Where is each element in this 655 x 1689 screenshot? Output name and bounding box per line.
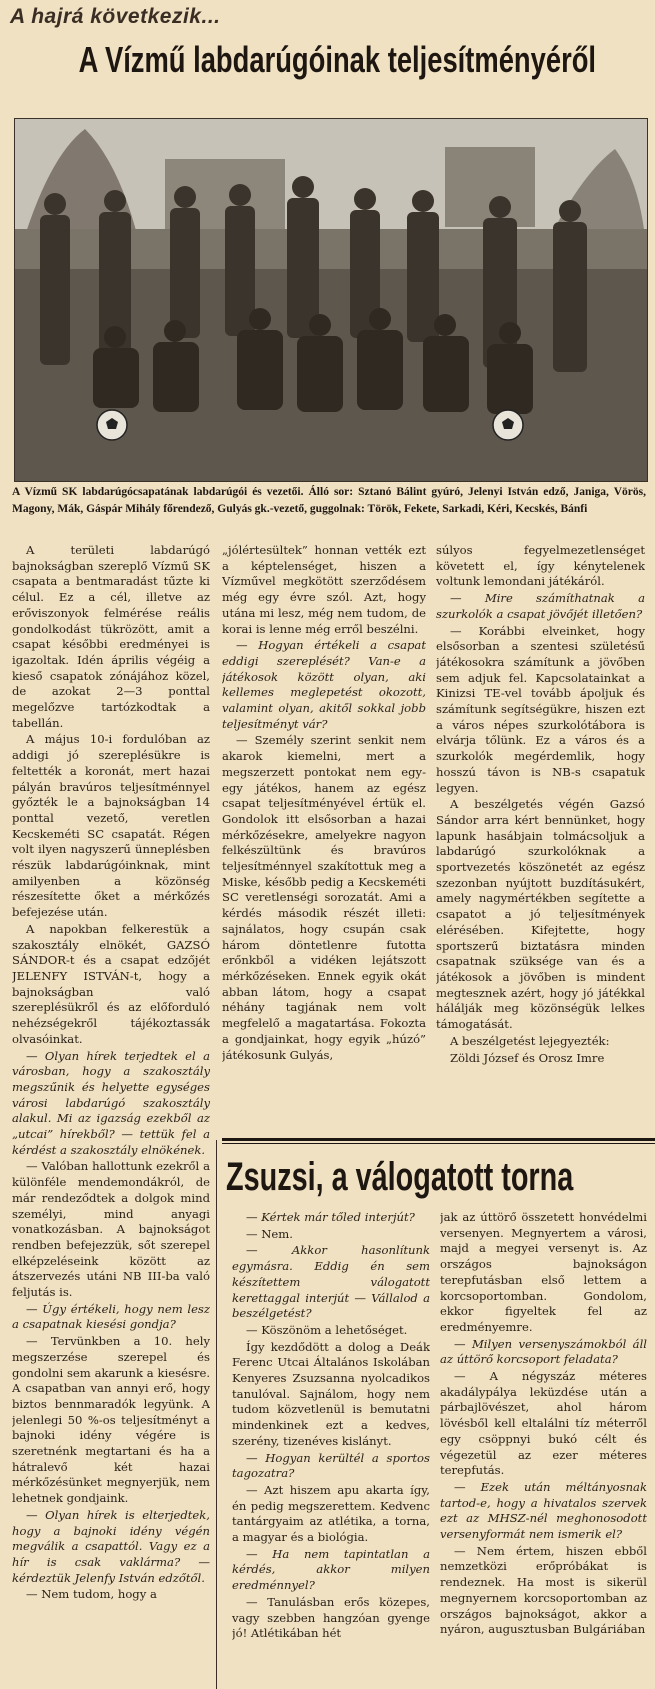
question: — Hogyan értékeli a csapat eddigi szereplését? Van-e a játékosok között olyan, aki kellemes meglepetést okozott, valamint olyan, akitől sokkal jobb teljesítményt vár? — [222, 638, 426, 731]
paragraph: súlyos fegyelmezetlenséget követett el, így kénytelenek voltunk lemondani játékáról. — [436, 543, 645, 589]
article1-column-2 — [222, 543, 426, 1133]
paragraph: A területi labdarúgó bajnokságban szereplő Vízmű SK csapata a bentmaradást tűzte ki célul. Ez a cél, illetve az erőviszonyok felmérése reális gondolkodást tükrözött, amit a csapat későbbi eredményei is igazoltak. Idén április végéig a kieső csapatok zónájához közel, de azokat 2—3 ponttal megelőzve tartózkodtak a tabellán. — [12, 543, 210, 730]
vertical-rule — [216, 1140, 217, 1689]
paragraph: „jólértesültek” honnan vették ezt a képtelenséget, hiszen a Vízművel megkötött szerződésem még egy évre szól. Azt, hogy utána mi lesz, még nem tudom, de korai is lenne még erről beszélni. — [222, 543, 426, 636]
paragraph: — Azt hiszem apu akarta így, én pedig megszerettem. Kedvenc tantárgyaim az atlétika, a torna, a magyar és a biológia. — [232, 1482, 430, 1545]
article2-column-2 — [440, 1210, 647, 1689]
team-photo-drawing — [15, 119, 647, 481]
question: — Akkor hasonlítunk egymásra. Eddig én sem készítettem válogatott kerettaggal interjút — Vállalod a beszélgetést? — [232, 1243, 430, 1321]
paragraph: — Korábbi elveinket, hogy elsősorban a szentesi születésű játékosokra számítunk a jövőben sem adjuk fel. Kapcsolatainkat a Kinizsi TE-vel tovább ápoljuk és számítunk segítségükre, hiszen ezt a város népes szurkolótábora is elvárja tőlünk. Ez a város és a szurkolók megérdemlik, hogy hosszú távon is NB-s csapatuk legyen. — [436, 623, 645, 795]
paragraph: — A négyszáz méteres akadálypálya leküzdése után a párbajlövészet, ahol három lövésből kell eltalálni tíz méterről egy csöppnyi bukó célt és végezetül az ezer méteres terepfutás. — [440, 1369, 647, 1478]
question: — Kértek már tőled interjút? — [246, 1210, 415, 1224]
question: — Úgy értékeli, hogy nem lesz a csapatnak kiesési gondja? — [12, 1301, 210, 1332]
article1-column-1 — [12, 543, 210, 1689]
question: — Milyen versenyszámokból áll az úttörő korcsoport feladata? — [440, 1336, 647, 1367]
paragraph: — Nem tudom, hogy a — [26, 1587, 157, 1602]
team-photo — [14, 118, 648, 482]
article1-column-3 — [436, 543, 645, 1133]
question: — Hogyan kerültél a sportos tagozatra? — [232, 1450, 430, 1481]
kicker: A hajrá következik... — [10, 5, 221, 28]
headline-2 — [226, 1152, 655, 1202]
article2-column-1 — [232, 1210, 430, 1689]
football-icon-left — [97, 410, 127, 440]
paragraph: A napokban felkerestük a szakosztály elnökét, GAZSÓ SÁNDOR-t és a csapat edzőjét JELENFY ISTVÁN-t, hogy a bajnokságban való szereplésükről és az előforduló nehézségekről tájékoztassák olvasóinkat. — [12, 921, 210, 1046]
football-icon-right — [493, 410, 523, 440]
paragraph: A május 10-i fordulóban az addigi jó szereplésükre is feltették a koronát, mert hazai pályán bravúros teljesítménnyel győzték le a bajnokságban 14 ponttal vezető, veretlen Kecskeméti SC csapatát. Régen volt ilyen nagyszerű ünneplésben részük labdarúgóinknak, mint amilyenben a közönség részesítette őket a mérkőzés befejezése után. — [12, 732, 210, 920]
section-rule-thin — [222, 1143, 655, 1144]
paragraph: jak az úttörő összetett honvédelmi versenyen. Megnyertem a városi, majd a megyei versenyt is. Az országos bajnokságon terepfutásban első lettem a korcsoportomban. Gondolom, ekkor figyeltek fel az eredményemre. — [440, 1210, 647, 1334]
paragraph: — Tervünkben a 10. hely megszerzése szerepel és gondolni sem akarunk a kiesésre. A csapatban van annyi erő, hogy biztos bennmaradók legyünk. A jelenlegi 50 %-os teljesítményt a bajnoki idény végére is szeretnénk megtartani és ha a hátralevő két hazai mérkőzésünket megnyerjük, nem lehetnek gondjaink. — [12, 1334, 210, 1506]
question: — Ha nem tapintatlan a kérdés, akkor milyen eredménnyel? — [232, 1546, 430, 1593]
question: — Mire számíthatnak a szurkolók a csapat jövőjét illetően? — [436, 591, 645, 621]
paragraph: Így kezdődött a dolog a Deák Ferenc Utcai Általános Iskolában Kenyeres Zsuzsanna nyolcadikos tanulóval. Sajnálom, hogy nem tudom közvetlenül is bemutatni mindenkinek ezt a kedves, szerény, tizenéves kislányt. — [232, 1339, 430, 1448]
paragraph: — Köszönöm a lehetőséget. — [246, 1322, 408, 1337]
byline: Zöldi József és Orosz Imre — [450, 1050, 605, 1065]
question: — Olyan hírek is elterjedtek, hogy a bajnoki idény végén megválik a csapattól. Vagy ez a hír is csak vaklárma? — kérdeztük Jelenfy István edzőtől. — [12, 1507, 210, 1585]
paragraph: — Nem értem, hiszen ebből nemzetközi erőpróbákat is rendeznek. Ha most is sikerül megnyernem korcsoportomban az országos bajnokságot, akkor a nyáron, augusztusban Bulgáriában — [440, 1543, 647, 1637]
paragraph: — Valóban hallottunk ezekről a különféle mendemondákról, de már rendeződtek a dolgok mind személyi, mind anyagi vonatkozásban. A bajnokságot rendben befejezzük, sőt szerepel elképzeléseink között az átszervezés utáni NB III-ba való feljutás is. — [12, 1159, 210, 1300]
question: — Ezek után méltányosnak tartod-e, hogy a hivatalos szervek ezt az MHSZ-nél meghonosodott versenyformát nem ismerik el? — [440, 1479, 647, 1542]
headline-2-text: Zsuzsi, a válogatott torna — [226, 1155, 574, 1199]
section-rule-thick — [222, 1138, 655, 1141]
paragraph: — Nem. — [246, 1226, 293, 1241]
question: — Olyan hírek terjedtek el a városban, hogy a szakosztály megszűnik és helyette egységes városi labdarúgó szakosztály alakul. Mi az igazság ezekből az „utcai” hírekből? — tettük fel a kérdést a szakosztály elnökének. — [12, 1048, 210, 1157]
headline: A Vízmű labdarúgóinak teljesítményéről — [78, 39, 597, 80]
paragraph: A beszélgetést lejegyezték: — [450, 1033, 610, 1048]
photo-caption: A Vízmű SK labdarúgócsapatának labdarúgói és vezetői. Álló sor: Sztanó Bálint gyúró, Jelenyi István edző, Janiga, Vörös, Magony, Mák, Gáspár Mihály főrendező, Gulyás gk.-vezető, guggolnak: Török, Fekete, Sarkadi, Kéri, Kecskés, Bánfi — [12, 486, 646, 515]
paragraph: — Személy szerint senkit nem akarok kiemelni, mert a megszerzett pontokat nem egy-egy játékos, hanem az egész csapat teljesítményével értük el. Gondolok itt elsősorban a hazai mérkőzésekre, amelyekre nagyon felkészültünk és bravúros teljesítménnyel szakítottuk meg a Miske, később pedig a Kecskeméti SC veretlenségi sorozatát. Ami a kérdés második részét illeti: sajnálatos, hogy csupán csak három döntetlenre futotta erőnkből a vidéken lejátszott mérkőzéseken. Ennek egyik okát abban látom, hogy a csapat néhány tagjának nem volt megfelelő a magatartása. Fokozta a gondjainkat, hogy egyik „húzó” játékosunk Gulyás, — [222, 733, 426, 1062]
paragraph: A beszélgetés végén Gazsó Sándor arra kért bennünket, hogy lapunk hasábjain tolmácsoljuk a labdarúgó szurkolóknak a sportvezetés köszönetét az egész szezonban nyújtott buzdításukért, amely nagymértékben segítette a csapatot a jó teljesítmények elérésében. Kifejtette, hogy sportszerű biztatásra minden csapatnak szüksége van és a játékosok a jövőben is mindent megtesznek azért, hogy jó játékkal hálálják meg közönségük lelkes támogatását. — [436, 797, 645, 1032]
paragraph: — Tanulásban erős közepes, vagy szebben hangzóan gyenge jó! Atlétikában hét — [232, 1594, 430, 1641]
